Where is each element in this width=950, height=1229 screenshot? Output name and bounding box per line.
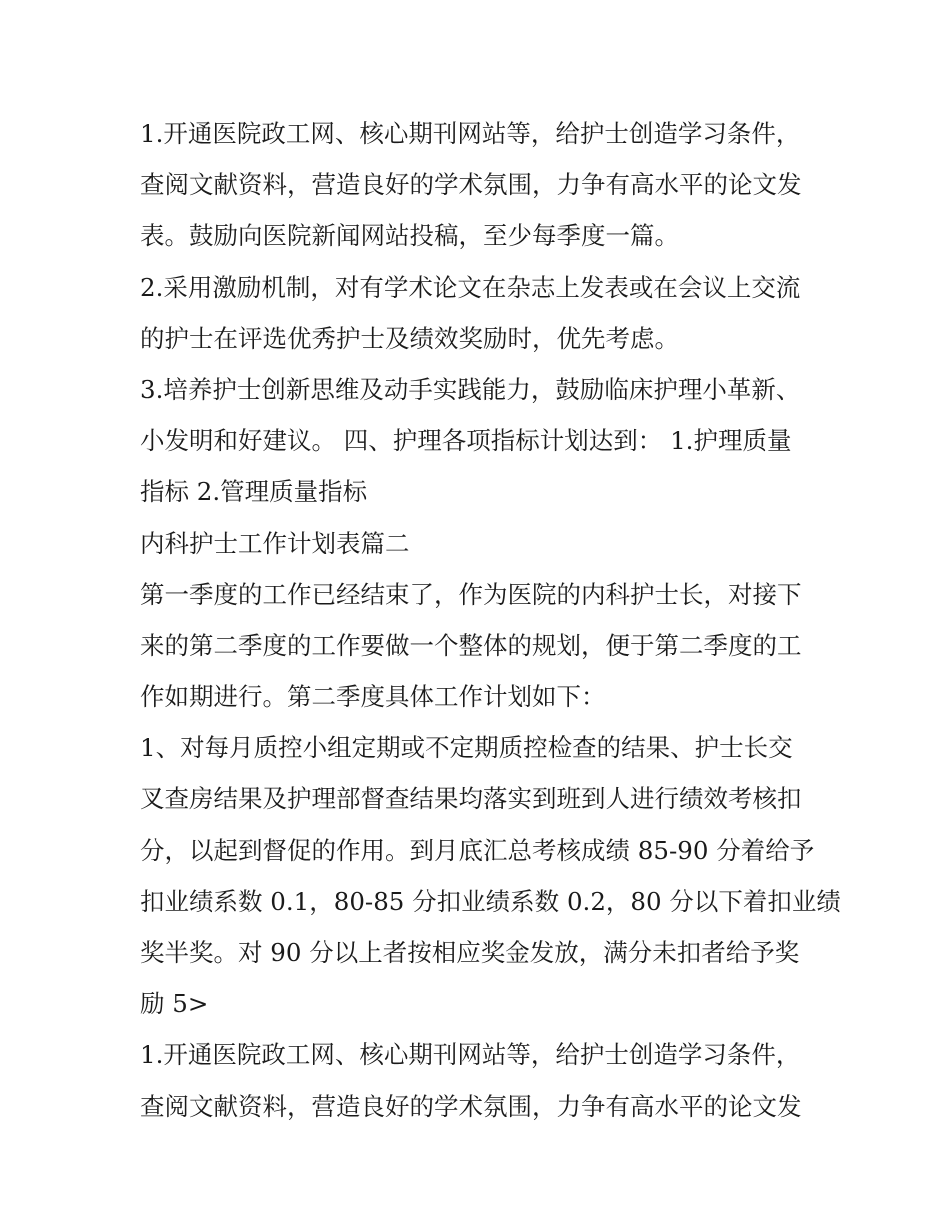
document-body xyxy=(140,108,841,1132)
text-line: 小发明和好建议。 四、护理各项指标计划达到： 1.护理质量 xyxy=(140,426,792,456)
text-line: 来的第二季度的工作要做一个整体的规划，便于第二季度的工 xyxy=(140,630,802,660)
text-line: 奖半奖。对 90 分以上者按相应奖金发放，满分未扣者给予奖 xyxy=(140,938,800,967)
text-line: 扣业绩系数 0.1，80-85 分扣业绩系数 0.2，80 分以下着扣业绩 xyxy=(140,886,841,916)
text-line: 1.开通医院政工网、核心期刊网站等，给护士创造学习条件， xyxy=(140,119,801,148)
section-heading: 内科护士工作计划表篇二 xyxy=(140,528,410,558)
text-line: 作如期进行。第二季度具体工作计划如下： xyxy=(140,682,606,712)
text-line: 2.采用激励机制，对有学术论文在杂志上发表或在会议上交流 xyxy=(140,272,801,302)
text-line: 3.培养护士创新思维及动手实践能力，鼓励临床护理小革新、 xyxy=(140,374,801,404)
text-line: 查阅文献资料，营造良好的学术氛围，力争有高水平的论文发 xyxy=(140,170,802,200)
text-line: 表。鼓励向医院新闻网站投稿，至少每季度一篇。 xyxy=(140,221,679,251)
text-line: 的护士在评选优秀护士及绩效奖励时，优先考虑。 xyxy=(140,323,679,353)
text-line: 励 5> xyxy=(140,989,209,1019)
text-line: 查阅文献资料，营造良好的学术氛围，力争有高水平的论文发 xyxy=(140,1091,802,1121)
text-line: 1、对每月质控小组定期或不定期质控检查的结果、护士长交 xyxy=(140,733,793,763)
text-line: 叉查房结果及护理部督查结果均落实到班到人进行绩效考核扣 xyxy=(140,784,802,814)
text-line: 指标 2.管理质量指标 xyxy=(140,477,368,507)
text-line: 1.开通医院政工网、核心期刊网站等，给护士创造学习条件， xyxy=(140,1040,801,1070)
text-line: 第一季度的工作已经结束了，作为医院的内科护士长，对接下 xyxy=(140,579,802,609)
text-line: 分，以起到督促的作用。到月底汇总考核成绩 85-90 分着给予 xyxy=(140,835,815,865)
